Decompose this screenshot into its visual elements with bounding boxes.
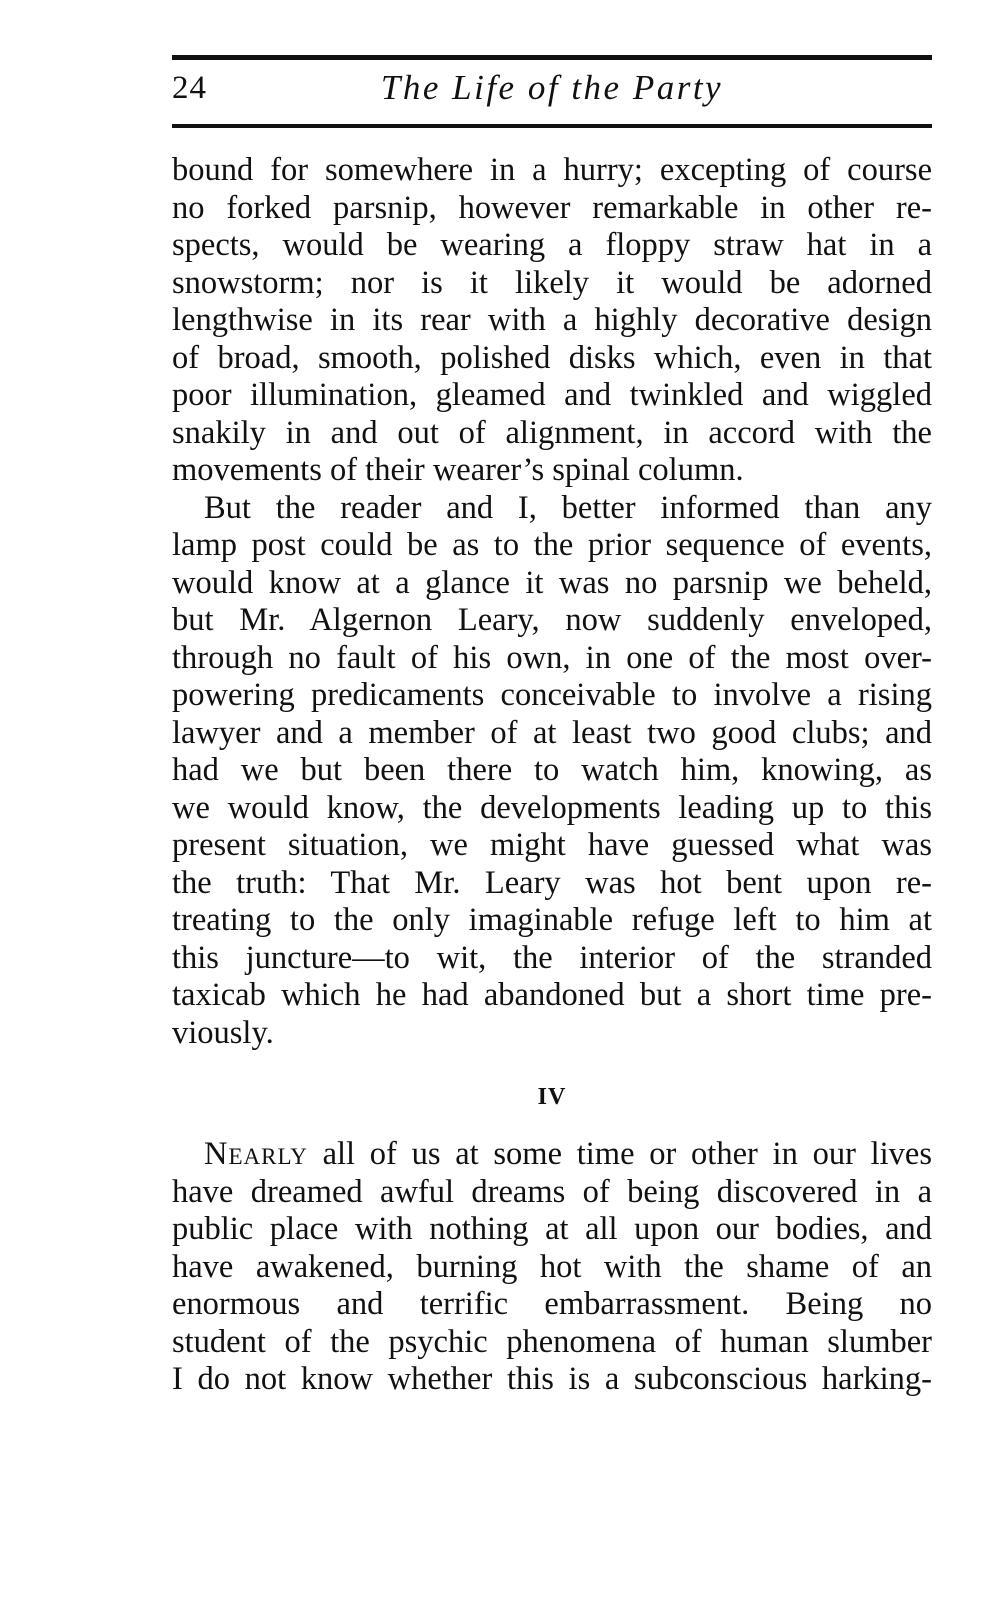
text-line: spects, would be wearing a floppy straw hat in a (172, 227, 932, 263)
text-line: have dreamed awful dreams of being discovered in a (172, 1173, 932, 1210)
text-line: public place with nothing at all upon our bodies, and (172, 1211, 932, 1247)
text-line: we would know, the developments leading up to this (172, 789, 932, 826)
text-line: but Mr. Algernon Leary, now suddenly enveloped, (172, 602, 932, 638)
header-rule-bottom (172, 124, 932, 128)
text-line: have awakened, burning hot with the shame of an (172, 1248, 932, 1285)
page-number: 24 (172, 70, 207, 106)
text-line: through no fault of his own, in one of the most over- (172, 639, 932, 676)
text-line: lawyer and a member of at least two good clubs; and (172, 714, 932, 751)
text-line: poor illumination, gleamed and twinkled and wiggled (172, 377, 932, 413)
text-line: taxicab which he had abandoned but a short time pre- (172, 977, 932, 1013)
text-line: student of the psychic phenomena of human slumber (172, 1323, 932, 1360)
text-line: this juncture—to wit, the interior of the stranded (172, 939, 932, 976)
text-line: snowstorm; nor is it likely it would be adorned (172, 264, 932, 301)
text-line: would know at a glance it was no parsnip we beheld, (172, 564, 932, 601)
section-numeral: IV (537, 1084, 567, 1110)
text-line: lengthwise in its rear with a highly decorative design (172, 302, 932, 338)
text-line: movements of their wearer’s spinal column. (172, 452, 744, 488)
paragraph-1 (172, 152, 932, 490)
text-line: lamp post could be as to the prior sequence of events, (172, 527, 932, 563)
text-line: treating to the only imaginable refuge left to him at (172, 902, 932, 938)
paragraph-2 (172, 490, 932, 1053)
text-line: bound for somewhere in a hurry; excepting of course (172, 152, 932, 188)
text-line: had we but been there to watch him, knowing, as (172, 752, 932, 788)
text-line: viously. (172, 1014, 274, 1051)
text-line: present situation, we might have guessed what was (172, 827, 932, 863)
paragraph-3 (172, 1136, 932, 1399)
text-line: enormous and terrific embarrassment. Being no (172, 1286, 932, 1322)
body-text (172, 152, 932, 1399)
header-rule-top (172, 55, 932, 60)
text-line: of broad, smooth, polished disks which, even in that (172, 339, 932, 376)
running-head (172, 68, 932, 116)
text-line: powering predicaments conceivable to involve a rising (172, 677, 932, 713)
text-line-opening (172, 1136, 932, 1174)
text-line: the truth: That Mr. Leary was hot bent upon re- (172, 864, 932, 901)
text-line: snakily in and out of alignment, in accord with the (172, 414, 932, 451)
running-title: The Life of the Party (380, 68, 724, 107)
opening-word: Nearly (204, 1136, 308, 1172)
opening-line-rest: all of us at some time or other in our lives (322, 1136, 933, 1172)
text-line: I do not know whether this is a subconscious harking- (172, 1361, 932, 1397)
text-line: no forked parsnip, however remarkable in other re- (172, 189, 932, 226)
text-line: But the reader and I, better informed than any (204, 489, 932, 526)
